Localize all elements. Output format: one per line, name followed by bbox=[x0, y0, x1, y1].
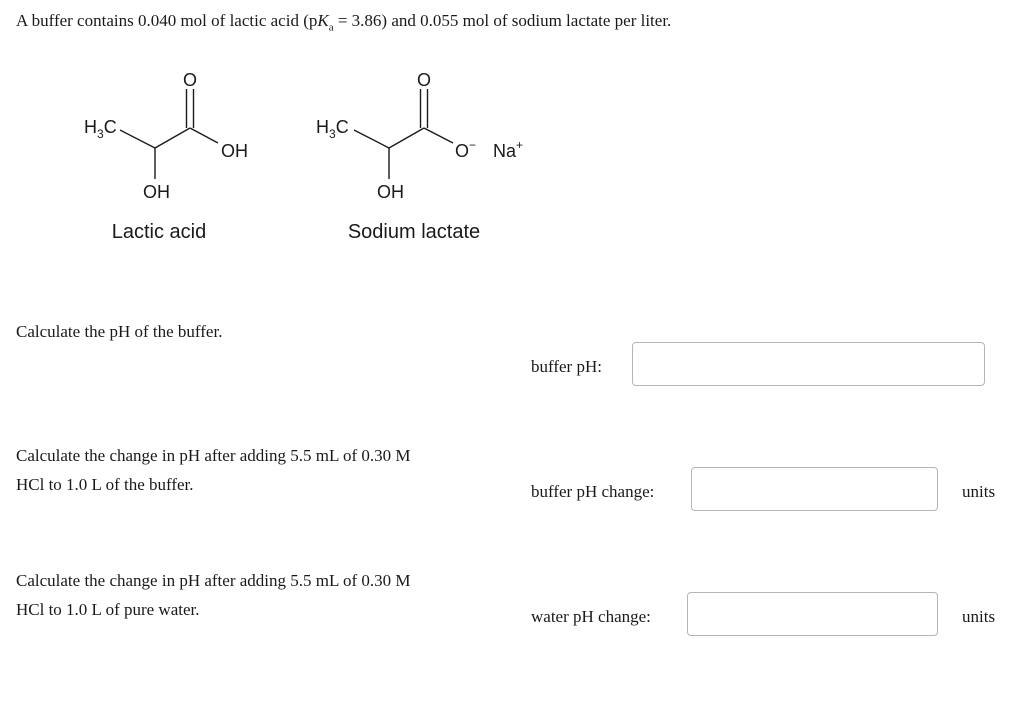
bond-methyl-alpha bbox=[354, 130, 389, 148]
lactate-carboxylate-o: O− bbox=[455, 138, 477, 161]
ka-subscript: a bbox=[328, 21, 334, 34]
sodium-lactate-bonds bbox=[354, 89, 453, 179]
bond-methyl-alpha bbox=[120, 130, 155, 148]
bond-alpha-carbonyl bbox=[155, 128, 190, 148]
lactate-alpha-oh: OH bbox=[377, 182, 404, 202]
sodium-lactate-name: Sodium lactate bbox=[347, 221, 481, 243]
buffer-ph-change-units: units bbox=[962, 482, 996, 501]
water-ph-change-label: water pH change: bbox=[531, 607, 651, 626]
question-buffer-ph-change: Calculate the change in pH after adding 5.5 mL of 0.30 M HCl to 1.0 L of the buffer. bbox=[16, 446, 411, 494]
water-ph-change-input[interactable] bbox=[687, 592, 938, 636]
problem-text-before: A buffer contains 0.040 mol of lactic acid (p bbox=[16, 11, 318, 30]
lactic-acid-bonds bbox=[120, 89, 218, 179]
question-buffer-ph: Calculate the pH of the buffer. bbox=[16, 322, 223, 341]
lactic-acid-structure bbox=[84, 70, 248, 243]
bond-carbonyl-oh bbox=[190, 128, 218, 143]
sodium-lactate-structure bbox=[316, 70, 523, 243]
structures-figure bbox=[0, 60, 560, 250]
problem-statement bbox=[16, 11, 671, 33]
buffer-ph-input[interactable] bbox=[632, 342, 985, 386]
sodium-counterion: Na+ bbox=[493, 138, 524, 161]
lactic-carbonyl-o: O bbox=[182, 70, 198, 90]
question-water-ph-change: Calculate the change in pH after adding 5.5 mL of 0.30 M HCl to 1.0 L of pure water. bbox=[16, 571, 411, 619]
lactic-methyl-label: $H_3C$ bbox=[84, 117, 117, 141]
bond-carbonyl-o-minus bbox=[424, 128, 453, 143]
lactate-carbonyl-o: O bbox=[416, 70, 432, 90]
lactate-methyl-label: $H_3C$ bbox=[316, 117, 349, 141]
ka-symbol: K bbox=[317, 11, 329, 30]
buffer-ph-change-input[interactable] bbox=[691, 467, 938, 511]
buffer-ph-change-label: buffer pH change: bbox=[531, 482, 655, 501]
lactic-acid-name: Lactic acid bbox=[111, 221, 207, 243]
lactic-alpha-oh: OH bbox=[143, 182, 170, 202]
water-ph-change-units: units bbox=[962, 607, 996, 626]
buffer-ph-label: buffer pH: bbox=[531, 357, 602, 376]
lactic-acid-oh: OH bbox=[221, 141, 248, 161]
bond-alpha-carbonyl bbox=[389, 128, 424, 148]
chemical-structures bbox=[0, 60, 560, 250]
problem-text-after: = 3.86) and 0.055 mol of sodium lactate per liter. bbox=[333, 11, 672, 30]
